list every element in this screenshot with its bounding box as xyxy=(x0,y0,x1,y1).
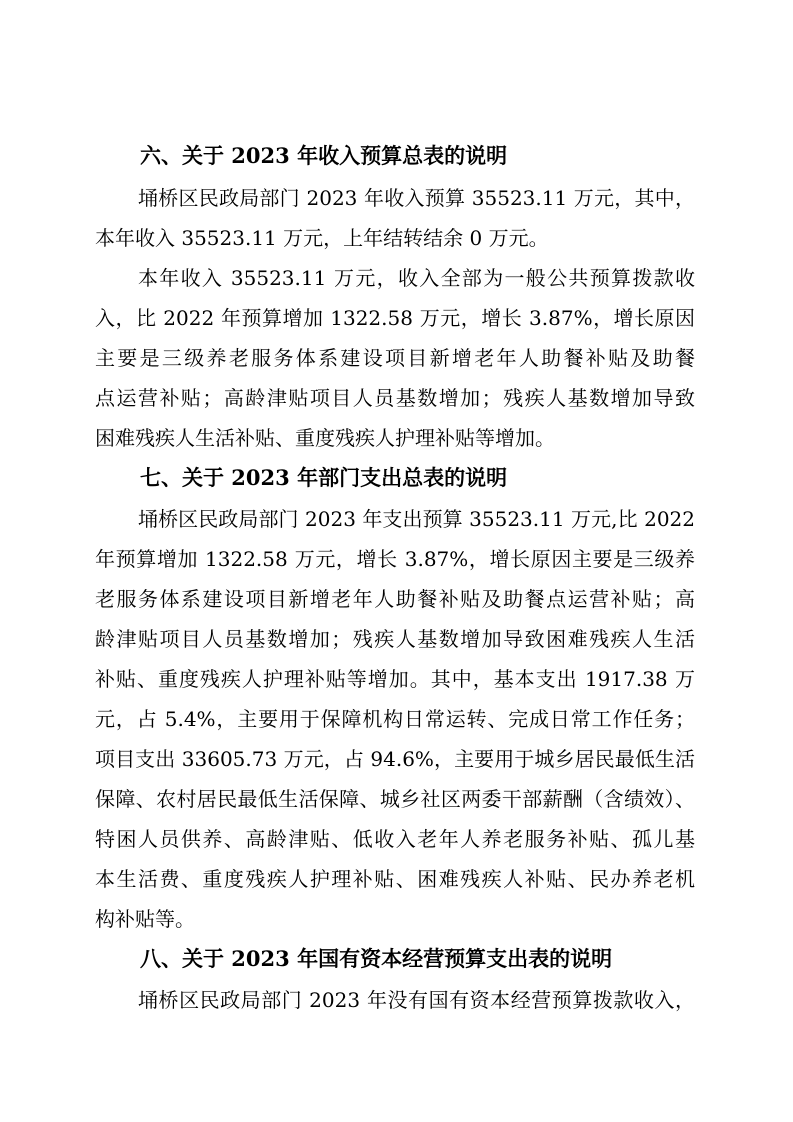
paragraph-line: 困难残疾人生活补贴、重度残疾人护理补贴等增加。 xyxy=(95,426,555,450)
paragraph-line: 本年收入 35523.11 万元，收入全部为一般公共预算拨款收 xyxy=(138,266,695,290)
paragraph-line: 构补贴等。 xyxy=(95,907,195,931)
section-8-heading: 八、关于 2023 年国有资本经营预算支出表的说明 xyxy=(140,946,613,971)
paragraph-line: 本生活费、重度残疾人护理补贴、困难残疾人补贴、民办养老机 xyxy=(95,867,695,891)
paragraph-line: 特困人员供养、高龄津贴、低收入老年人养老服务补贴、孤儿基 xyxy=(95,827,695,851)
paragraph-line: 年预算增加 1322.58 万元，增长 3.87%，增长原因主要是三级养 xyxy=(95,547,695,571)
paragraph-line: 补贴、重度残疾人护理补贴等增加。其中，基本支出 1917.38 万 xyxy=(95,667,695,691)
section-6-heading: 六、关于 2023 年收入预算总表的说明 xyxy=(140,143,508,168)
paragraph-line: 本年收入 35523.11 万元，上年结转结余 0 万元。 xyxy=(95,226,549,250)
section-7-heading: 七、关于 2023 年部门支出总表的说明 xyxy=(140,465,508,490)
paragraph-line: 元，占 5.4%，主要用于保障机构日常运转、完成日常工作任务； xyxy=(95,707,695,731)
paragraph-line: 埇桥区民政局部门 2023 年没有国有资本经营预算拨款收入， xyxy=(138,988,695,1012)
paragraph-line: 入，比 2022 年预算增加 1322.58 万元，增长 3.87%，增长原因 xyxy=(95,306,695,330)
paragraph-line: 点运营补贴；高龄津贴项目人员基数增加；残疾人基数增加导致 xyxy=(95,386,695,410)
paragraph-line: 主要是三级养老服务体系建设项目新增老年人助餐补贴及助餐 xyxy=(95,346,695,370)
paragraph-line: 保障、农村居民最低生活保障、城乡社区两委干部薪酬（含绩效）、 xyxy=(95,787,695,811)
paragraph-line: 埇桥区民政局部门 2023 年支出预算 35523.11 万元,比 2022 xyxy=(138,507,695,531)
paragraph-line: 项目支出 33605.73 万元，占 94.6%，主要用于城乡居民最低生活 xyxy=(95,747,695,771)
paragraph-line: 老服务体系建设项目新增老年人助餐补贴及助餐点运营补贴；高 xyxy=(95,587,695,611)
paragraph-line: 龄津贴项目人员基数增加；残疾人基数增加导致困难残疾人生活 xyxy=(95,627,695,651)
paragraph-line: 埇桥区民政局部门 2023 年收入预算 35523.11 万元，其中， xyxy=(138,186,695,210)
